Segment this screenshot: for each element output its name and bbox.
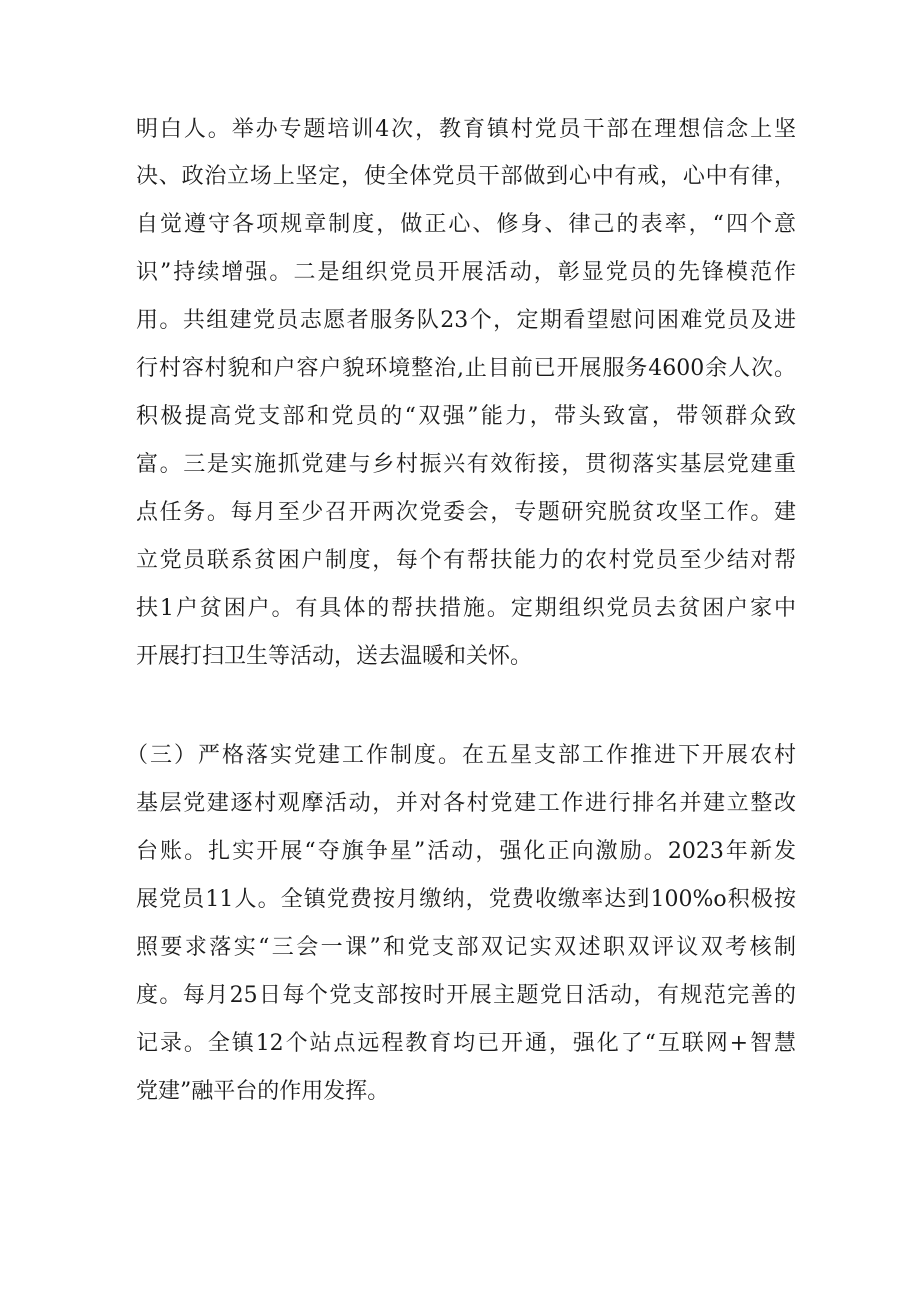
paragraph-1-line: 积极提高党支部和党员的“双强”能力，带头致富，带领群众致 <box>136 404 796 429</box>
paragraph-2-line: （三）严格落实党建工作制度。在五星支部工作推进下开展农村 <box>126 743 796 768</box>
paragraph-2-line: 度。每月25日每个党支部按时开展主题党日活动，有规范完善的 <box>136 983 796 1008</box>
paragraph-2-line: 记录。全镇12个站点远程教育均已开通，强化了“互联网+智慧 <box>136 1031 796 1056</box>
paragraph-1-line: 开展打扫卫生等活动，送去温暖和关怀。 <box>136 644 533 669</box>
paragraph-1-line: 识”持续增强。二是组织党员开展活动，彰显党员的先锋模范作 <box>136 260 796 285</box>
paragraph-2-line: 展党员11人。全镇党费按月缴纳，党费收缴率达到100%o积极按 <box>136 887 796 912</box>
paragraph-2-line: 党建”融平台的作用发挥。 <box>136 1079 390 1104</box>
paragraph-1-line: 富。三是实施抓党建与乡村振兴有效衔接，贯彻落实基层党建重 <box>136 452 796 477</box>
paragraph-2-line: 台账。扎实开展“夺旗争星”活动，强化正向激励。2023年新发 <box>136 839 796 864</box>
paragraph-1-line: 行村容村貌和户容户貌环境整治,止目前已开展服务4600余人次。 <box>136 356 796 381</box>
paragraph-1-line: 点任务。每月至少召开两次党委会，专题研究脱贫攻坚工作。建 <box>136 500 796 525</box>
paragraph-1-line: 扶1户贫困户。有具体的帮扶措施。定期组织党员去贫困户家中 <box>136 596 796 621</box>
paragraph-1-line: 用。共组建党员志愿者服务队23个，定期看望慰问困难党员及进 <box>136 308 796 333</box>
paragraph-1-line: 自觉遵守各项规章制度，做正心、修身、律己的表率，“四个意 <box>136 212 796 237</box>
paragraph-1-line: 明白人。举办专题培训4次，教育镇村党员干部在理想信念上坚 <box>136 117 796 142</box>
paragraph-1-line: 决、政治立场上坚定，使全体党员干部做到心中有戒，心中有律， <box>136 164 796 189</box>
paragraph-1-line: 立党员联系贫困户制度，每个有帮扶能力的农村党员至少结对帮 <box>136 548 796 573</box>
paragraph-2-line: 照要求落实“三会一课”和党支部双记实双述职双评议双考核制 <box>136 935 796 960</box>
paragraph-2-line: 基层党建逐村观摩活动，并对各村党建工作进行排名并建立整改 <box>136 791 796 816</box>
